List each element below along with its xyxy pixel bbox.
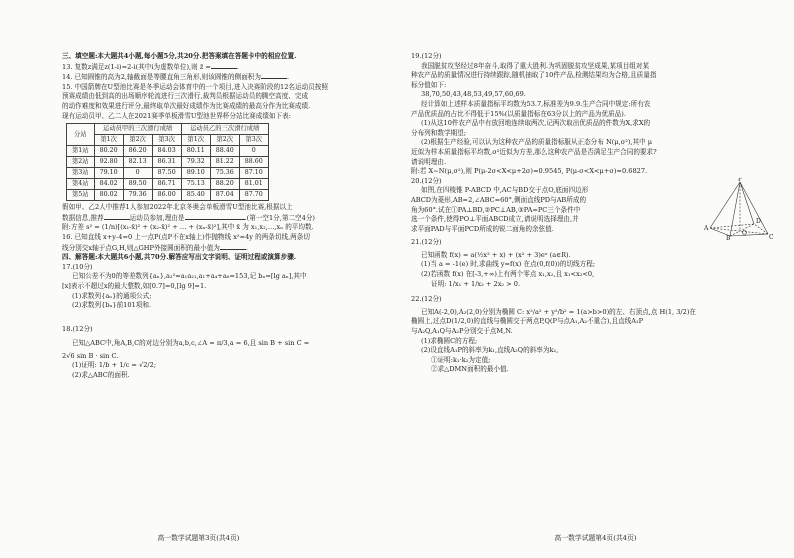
table-header-station: 分站 bbox=[67, 124, 95, 146]
table-cell: 89.10 bbox=[181, 168, 210, 179]
section-3-title: 三、填空题:本大题共4小题,每小题5分,共20分.把答案填在答题卡中的相应位置. bbox=[62, 52, 297, 60]
table-subheader: 第3次 bbox=[152, 135, 181, 146]
table-cell: 88.40 bbox=[210, 146, 239, 157]
table-cell: 80.11 bbox=[181, 146, 210, 157]
table-subheader: 第1次 bbox=[94, 135, 123, 146]
section-4-title: 四、解答题:本大题共6小题,共70分.解答应写出文字说明、证明过程或演算步骤. bbox=[62, 253, 297, 262]
question-15-line-4: 现有运动员甲、乙二人在2021赛季单板滑雪U型池世界杯分站比赛成绩如下表: bbox=[62, 111, 291, 120]
pyramid-figure bbox=[704, 178, 776, 240]
vertex-p-label: P bbox=[738, 178, 743, 184]
table-cell: 86.00 bbox=[152, 190, 181, 201]
table-cell: 79.32 bbox=[181, 157, 210, 168]
question-22-part-2b: ②求△DMN面积的最小值. bbox=[431, 365, 509, 374]
table-cell: 87.50 bbox=[152, 168, 181, 179]
question-16-line-1: 16. 已知直线 x+y-4=0 上一点P(点P不在x轴上)作抛物线 x²=4y 的两条切线,两条切 bbox=[62, 232, 310, 241]
question-22-part-2a: ①证明:k₁·k₂为定值; bbox=[431, 355, 491, 364]
table-cell: 81.22 bbox=[210, 157, 239, 168]
answer-blank bbox=[220, 243, 246, 250]
table-row bbox=[67, 157, 269, 168]
table-cell: 80.02 bbox=[94, 190, 123, 201]
table-cell: 第3站 bbox=[67, 168, 95, 179]
edge-pd bbox=[740, 182, 754, 224]
question-14: 14. 已知圆锥的高为2,轴截面是等腰直角三角形,则该圆锥的侧面积为 . bbox=[62, 73, 290, 82]
question-20-line-1: 如图,在四棱锥 P-ABCD 中,AC与BD交于点O,底面四边形 bbox=[421, 186, 589, 195]
table-cell: 86.31 bbox=[152, 157, 181, 168]
page-4 bbox=[397, 0, 794, 558]
vertex-b-label: B bbox=[726, 235, 731, 241]
vertex-d-label: D bbox=[756, 218, 761, 226]
question-15-line-2: 预赛成绩由低到高的出场顺序轮流进行三次滑行,裁判员根据运动员的腾空高度、完成 bbox=[62, 92, 309, 101]
question-19-line-5: 产品优质品的占比不得低于15%(以质量指标在63分以上的产品为优质品). bbox=[411, 109, 626, 118]
question-19-line-3: 标分值如下: bbox=[411, 80, 447, 89]
table-cell: 88.60 bbox=[239, 157, 268, 168]
question-21-title: 21.(12分) bbox=[411, 238, 442, 247]
table-cell: 80.20 bbox=[94, 146, 123, 157]
question-19-line-4: 经计算如上述样本质量指标平均数为53.7,标准差为9.9.生产合同中规定:所有农 bbox=[421, 99, 651, 108]
table-cell: 85.40 bbox=[181, 190, 210, 201]
question-19-title: 19.(12分) bbox=[411, 52, 442, 60]
question-15-line-6: 数据信息,推荐 运动员参加,理由是 .(第一空1分,第二空4分) bbox=[62, 213, 316, 222]
table-header-jia: 运动员甲的三次滑行成绩 bbox=[94, 124, 181, 135]
question-21-part-2b: 证明: 1/x₁ + 1/x₂ + 2x₂ > 0. bbox=[431, 279, 521, 288]
table-cell: 89.50 bbox=[123, 179, 152, 190]
question-16-line-2: 线分别交x轴于点G,H,则△GHP外接圆面积的最小值为 . bbox=[62, 243, 249, 252]
question-20-line-5: 求平面PAD与平面PCD所成的锐二面角的余弦值. bbox=[411, 224, 554, 233]
variance-formula: 附:方差 s² = (1/n)[(x₁-x̄)² + (x₂-x̄)² + … + (xₙ-x̄)²],其中 x̄ 为 x₁,x₂,…,xₙ 的平均数. bbox=[62, 223, 314, 232]
question-19-line-1: 我国脱贫攻坚经过8年奋斗,取得了重大胜利.为巩固脱贫攻坚成果,某项目组对某 bbox=[421, 61, 650, 70]
answer-blank bbox=[261, 72, 287, 79]
table-cell: 86.71 bbox=[152, 179, 181, 190]
table-subheader: 第1次 bbox=[181, 135, 210, 146]
answer-blank bbox=[185, 213, 245, 220]
question-20-line-4: 选一个条件,使得PO⊥平面ABCD成立,请说明选择理由,并 bbox=[411, 215, 579, 224]
point-o-label: O bbox=[742, 230, 747, 238]
table-subheader: 第2次 bbox=[210, 135, 239, 146]
question-20-line-2: ABCD为菱形,AB=2,∠ABC=60°,侧面直线PD与AB所成的 bbox=[411, 195, 587, 204]
question-19-data: 38,70,50,43,48,53,49,57,60,69. bbox=[421, 90, 526, 99]
question-17-line-2: [x]表示不超过x的最大整数,如[0.7]=0,[lg 9]=1. bbox=[62, 281, 207, 290]
table-cell: 82.13 bbox=[123, 157, 152, 168]
table-row bbox=[67, 146, 269, 157]
table-header-yi: 运动员乙的三次滑行成绩 bbox=[181, 124, 268, 135]
table-cell: 79.10 bbox=[94, 168, 123, 179]
question-20-title: 20.(12分) bbox=[411, 176, 442, 185]
edge-bc bbox=[730, 234, 768, 236]
table-cell: 0 bbox=[239, 146, 268, 157]
table-row bbox=[67, 179, 269, 190]
question-18-line-1: 已知△ABC中,角A,B,C的对边分别为a,b,c,∠A = π/3,a = 6,且 sin B + sin C = bbox=[72, 339, 310, 348]
question-18-line-2: 2√6 sin B · sin C. bbox=[62, 351, 119, 360]
table-cell: 86.20 bbox=[123, 146, 152, 157]
question-19-line-2: 种农产品的质量情况进行持续跟踪,随机抽取了10件产品,检测结果均为合格,且质量指 bbox=[411, 71, 657, 80]
question-22-line-1: 已知A(-2,0),A₂(2,0)分别为椭圆 C: x²/a² + y²/b² = 1(a>b>0)的左、右顶点,点 H(1, 3/2)在 bbox=[421, 307, 696, 316]
question-15-line-3: 的动作难度和效果进行评分,最终取单次最好成绩作为比赛成绩的最高分作为比赛成绩. bbox=[62, 101, 311, 110]
question-19-part-2b: 近似为样本质量指标平均数,σ²近似为方差,那么这种农产品是否满足生产合同的要求? bbox=[411, 147, 657, 156]
question-15-line-5: 假如甲、乙2人中推荐1人参加2022年北京冬奥会单板滑雪U型池比赛,根据以上 bbox=[62, 203, 293, 212]
answer-blank bbox=[211, 62, 237, 69]
table-cell: 第4站 bbox=[67, 179, 95, 190]
table-cell: 75.13 bbox=[181, 179, 210, 190]
question-21-line-1: 已知函数 f(x) = a(½x² + x) + (x² + 3)eˣ (a∈R). bbox=[421, 250, 571, 259]
question-18-part-2: (2)求△ABC的面积. bbox=[72, 371, 130, 380]
table-cell: 79.36 bbox=[123, 190, 152, 201]
table-cell: 87.04 bbox=[210, 190, 239, 201]
question-17-line-1: 已知公差不为0的等差数列{aₙ},a₂²=a₁a₂₁,a₁+a₄+a₆=153,记 bₙ=[lg aₙ],其中 bbox=[72, 272, 307, 281]
table-cell: 84.03 bbox=[152, 146, 181, 157]
question-19-part-2c: 请说明理由. bbox=[411, 157, 447, 166]
question-21-part-1: (1)当 a = -1(e) 时,求曲线 y=f(x) 在点(0,f(0))的切线方程; bbox=[421, 260, 596, 269]
question-21-part-2: (2)若函数 f(x) 在[-3,+∞)上有两个零点 x₁,x₂,且 x₁<x₂<0, bbox=[421, 270, 595, 279]
edge-pc bbox=[740, 182, 768, 234]
table-subheader: 第2次 bbox=[123, 135, 152, 146]
answer-blank bbox=[104, 213, 130, 220]
table-row bbox=[67, 168, 269, 179]
question-13: 13. 复数z满足z(1-i)=2-i(其中i为虚数单位),则 z̄ = . bbox=[62, 62, 240, 71]
table-subheader: 第3次 bbox=[239, 135, 268, 146]
table-cell: 81.01 bbox=[239, 179, 268, 190]
question-18-title: 18.(12分) bbox=[62, 324, 93, 333]
table-subheader-row bbox=[67, 135, 269, 146]
table-header-row bbox=[67, 124, 269, 135]
vertex-c-label: C bbox=[769, 234, 774, 241]
table-cell: 第5站 bbox=[67, 190, 95, 201]
table-row bbox=[67, 190, 269, 201]
vertex-a-label: A bbox=[704, 225, 709, 233]
question-22-title: 22.(12分) bbox=[411, 295, 442, 304]
page-footer: 高一数学试题第4页(共4页) bbox=[554, 534, 637, 543]
question-17-part-1: (1)求数列{aₙ}的通项公式; bbox=[72, 291, 152, 300]
question-15-line-1: 15. 中国箭牌在U型池比赛是冬季运动会体育中的一个项目,进入决赛阶段的12名运动员按照 bbox=[62, 82, 328, 91]
question-22-line-3: 与A₂Q,A₁Q与A₂P分别交于点M,N. bbox=[411, 327, 513, 336]
question-22-line-2: 椭圆上,过点D(1/2,0)的直线与椭圆交于两点P,Q(P与点A₁,A₂不重合),且直线A₁P bbox=[411, 317, 644, 326]
table-cell: 84.02 bbox=[94, 179, 123, 190]
table-cell: 92.80 bbox=[94, 157, 123, 168]
table-cell: 88.20 bbox=[210, 179, 239, 190]
question-19-appendix: 附:若 X~N(μ,σ²),则 P(μ-2σ<X<μ+2σ)=0.9545, P(μ-σ<X<μ+σ)=0.6827. bbox=[411, 167, 648, 176]
question-17-part-2: (2)求数列{bₙ}前101项和. bbox=[72, 301, 152, 310]
diagonal-ac bbox=[710, 228, 768, 234]
question-22-part-1: (1)求椭圆C的方程; bbox=[421, 336, 478, 345]
question-19-part-2: (2)根据生产经验,可以认为这种农产品的质量指标服从正态分布 N(μ,σ²),其中 μ bbox=[421, 138, 653, 147]
question-18-part-1: (1)证明: 1/b + 1/c = √2/2; bbox=[72, 361, 157, 370]
answer-space bbox=[62, 311, 383, 325]
table-cell: 75.36 bbox=[210, 168, 239, 179]
table-cell: 87.70 bbox=[239, 190, 268, 201]
question-19-part-1: (1)从这10件农产品中有放回地连续取两次,记两次取出优质品的件数为X,求X的 bbox=[421, 119, 651, 128]
question-17-title: 17.(10分) bbox=[62, 262, 93, 271]
question-19-part-1b: 分布列和数学期望; bbox=[411, 128, 466, 137]
table-cell: 0 bbox=[123, 168, 152, 179]
table-cell: 第2站 bbox=[67, 157, 95, 168]
table-cell: 第1站 bbox=[67, 146, 95, 157]
page-footer: 高一数学试题第3页(共4页) bbox=[157, 534, 240, 543]
question-20-line-3: 角为60°.试在①PA⊥BD,②PC⊥AB,③PA=PC三个条件中 bbox=[411, 205, 581, 214]
score-table bbox=[66, 123, 269, 201]
question-22-part-2: (2)设直线A₁P的斜率为k₁,直线A₂Q的斜率为k₂, bbox=[421, 346, 559, 355]
table-cell: 87.10 bbox=[239, 168, 268, 179]
